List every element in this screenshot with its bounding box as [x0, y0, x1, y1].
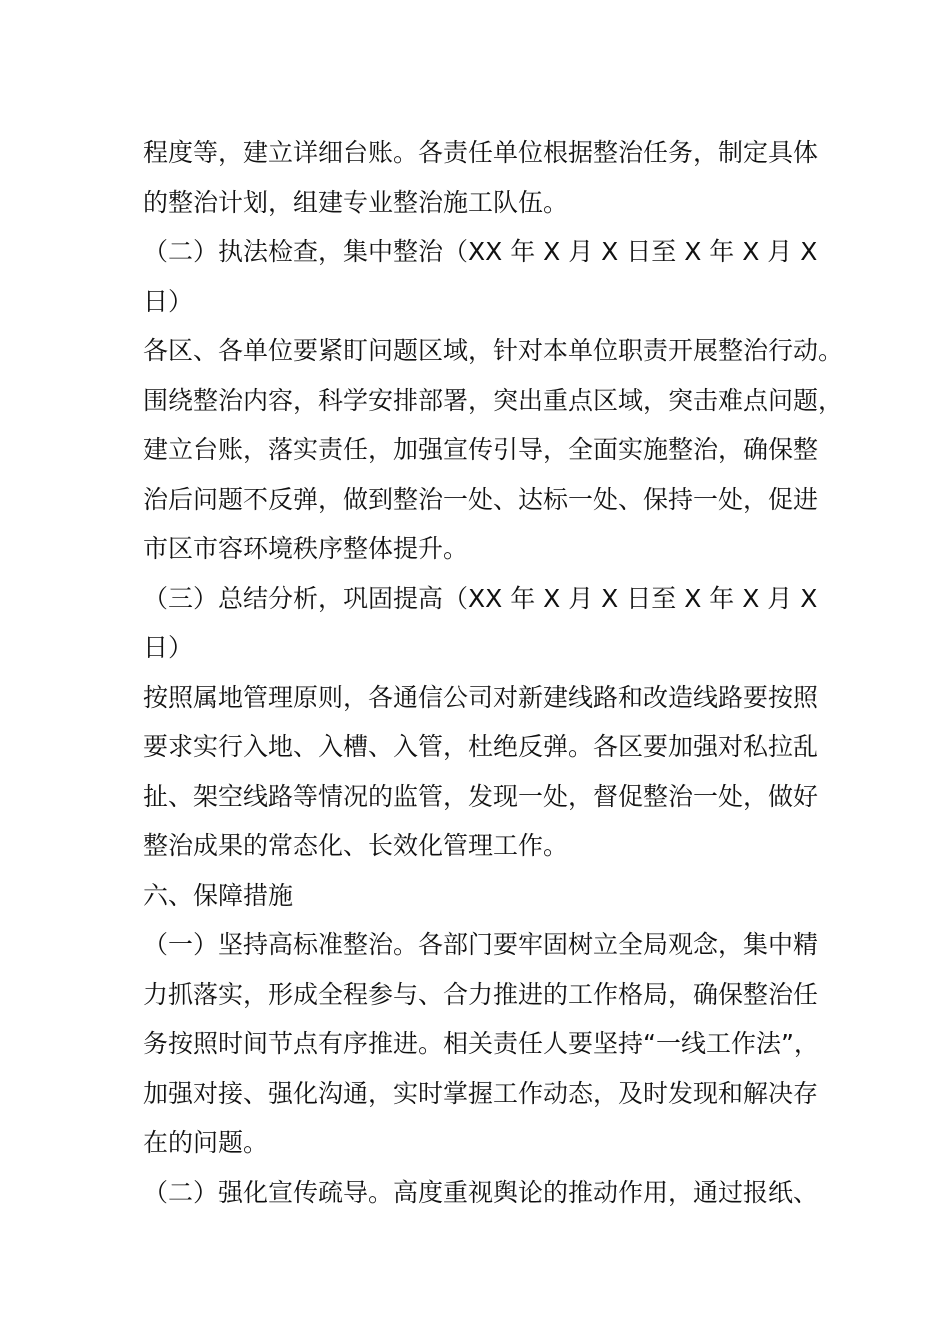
text-line: 要求实行入地、入槽、入管，杜绝反弹。各区要加强对私拉乱 — [143, 732, 819, 761]
text-line: 的整治计划，组建专业整治施工队伍。 — [143, 187, 569, 217]
text-line: 各区、各单位要紧盯问题区域，针对本单位职责开展整治行动。 — [143, 336, 844, 365]
text-line: 治后问题不反弹，做到整治一处、达标一处、保持一处，促进 — [143, 484, 819, 514]
text-line: 市区市容环境秩序整体提升。 — [143, 534, 469, 563]
text-line: 程度等，建立详细台账。各责任单位根据整治任务，制定具体 — [143, 138, 819, 167]
text-line: 力抓落实，形成全程参与、合力推进的工作格局，确保整治任 — [143, 979, 819, 1009]
chapter-heading: 六、保障措施 — [143, 880, 294, 910]
text-line: （一）坚持高标准整治。各部门要牢固树立全局观念，集中精 — [143, 930, 819, 959]
text-line: 建立台账，落实责任，加强宣传引导，全面实施整治，确保整 — [143, 435, 819, 464]
text-line: 在的问题。 — [143, 1128, 269, 1157]
section-heading-continued: 日） — [143, 286, 194, 316]
section-heading-continued: 日） — [143, 633, 194, 662]
text-line: 按照属地管理原则，各通信公司对新建线路和改造线路要按照 — [143, 682, 819, 712]
text-line: 加强对接、强化沟通，实时掌握工作动态，及时发现和解决存 — [143, 1078, 819, 1108]
document-body — [143, 128, 844, 1217]
text-line: 围绕整治内容，科学安排部署，突出重点区域，突击难点问题， — [143, 385, 844, 415]
section-heading: （三）总结分析，巩固提高（XX 年 X 月 X 日至 X 年 X 月 X — [143, 583, 818, 613]
text-line: 务按照时间节点有序推进。相关责任人要坚持“一线工作法”， — [143, 1029, 819, 1058]
section-heading: （二）执法检查，集中整治（XX 年 X 月 X 日至 X 年 X 月 X — [143, 237, 818, 266]
text-line: 扯、架空线路等情况的监管，发现一处，督促整治一处，做好 — [143, 781, 819, 811]
text-line: （二）强化宣传疏导。高度重视舆论的推动作用，通过报纸、 — [143, 1177, 819, 1207]
text-line: 整治成果的常态化、长效化管理工作。 — [143, 831, 569, 860]
